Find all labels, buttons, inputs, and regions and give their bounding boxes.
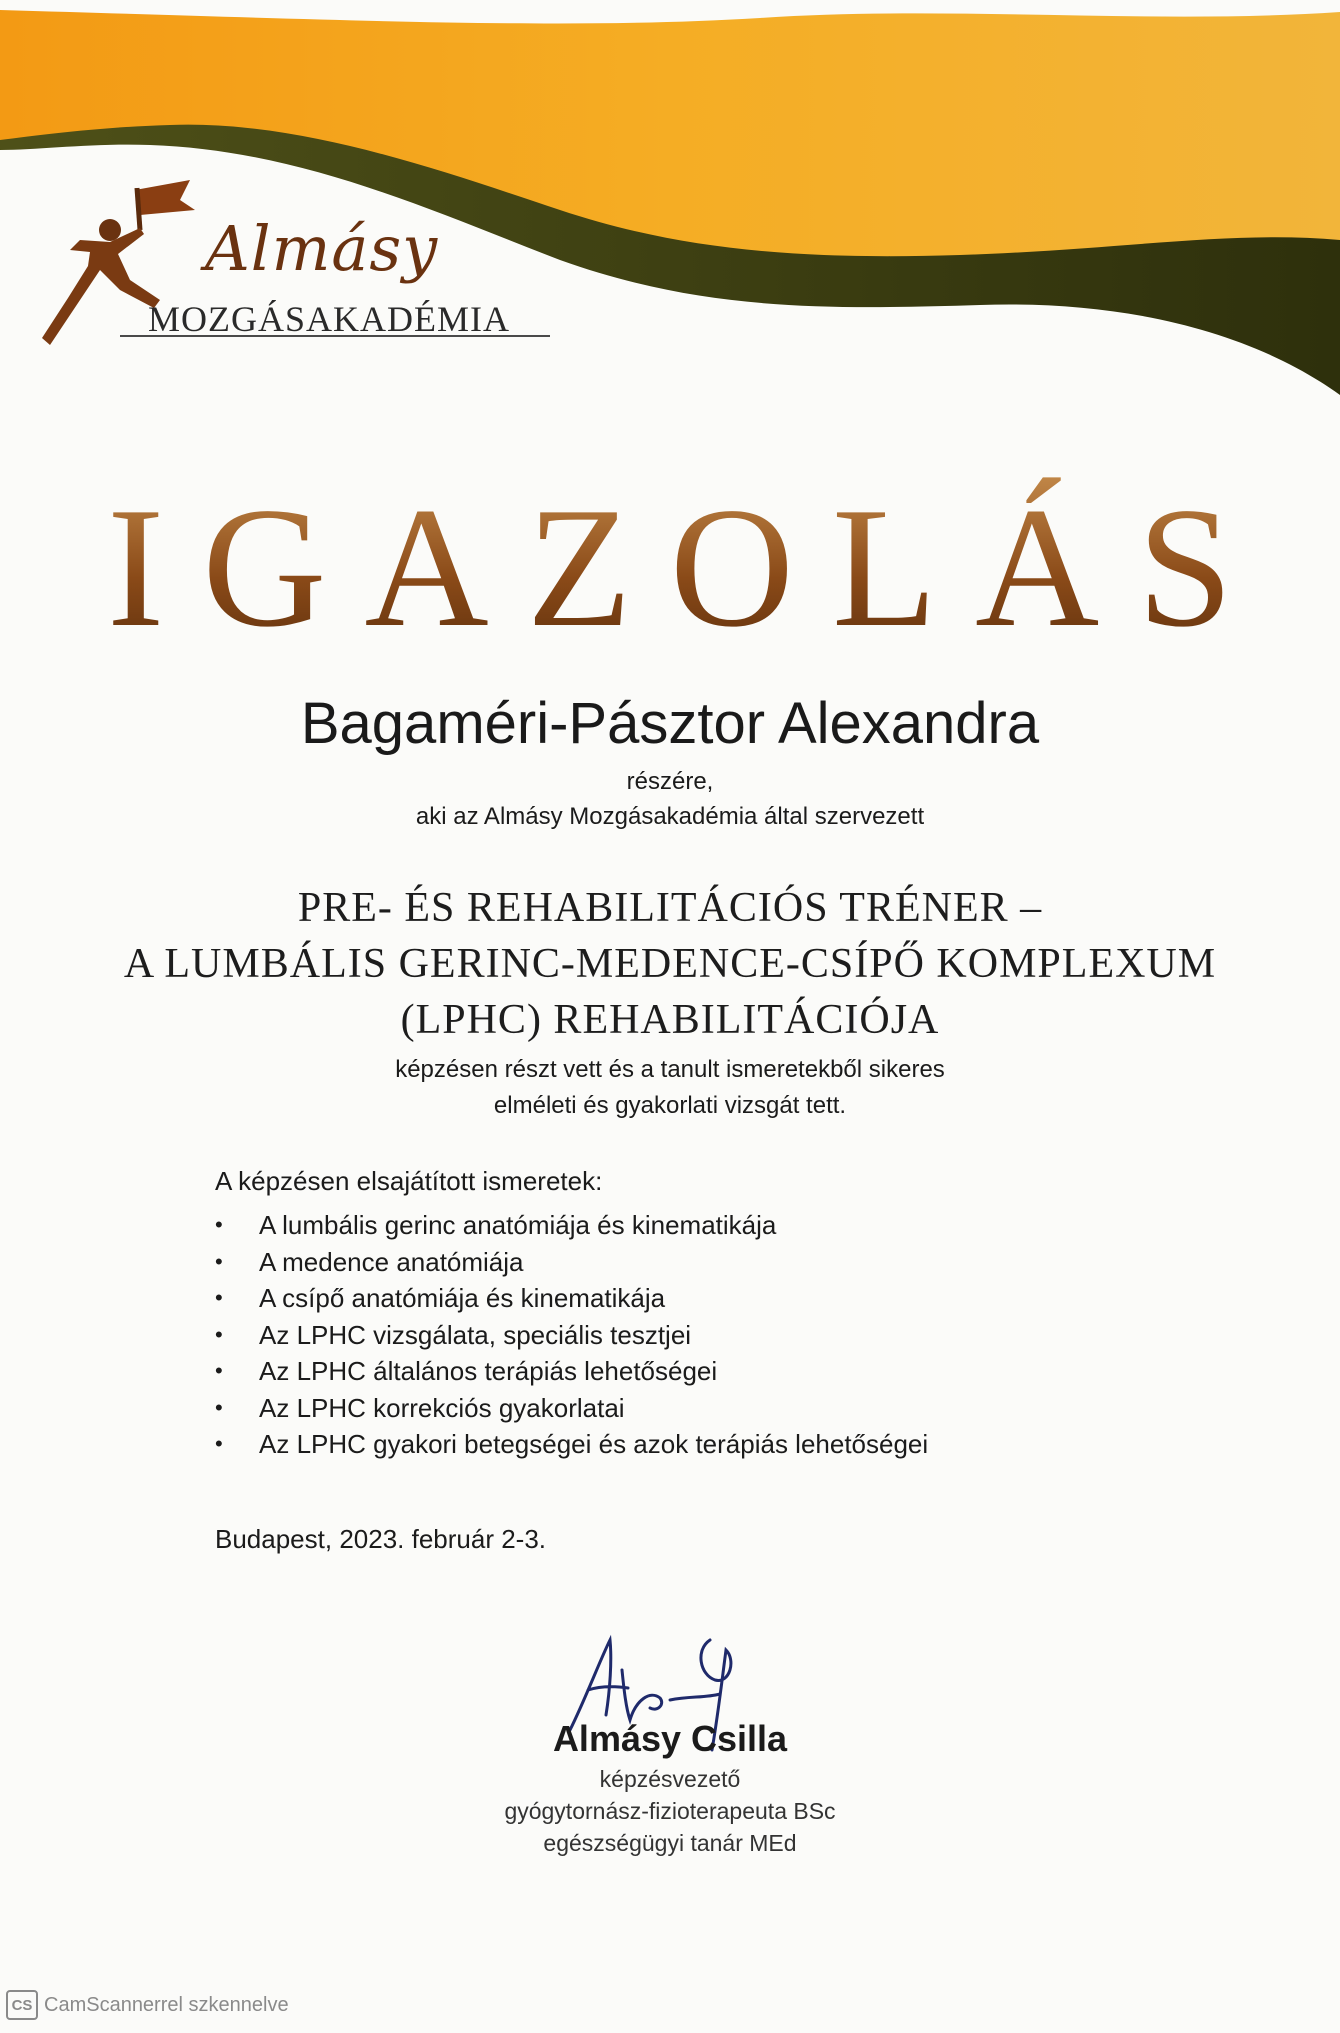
list-item: • A csípő anatómiája és kinematikája — [215, 1280, 928, 1317]
certificate-title: IGAZOLÁS — [0, 470, 1340, 667]
course-title-line: (LPHC) REHABILITÁCIÓJA — [400, 997, 940, 1043]
list-item: • Az LPHC korrekciós gyakorlatai — [215, 1390, 928, 1427]
list-item: • A lumbális gerinc anatómiája és kinematikája — [215, 1207, 928, 1244]
skills-heading: A képzésen elsajátított ismeretek: — [215, 1166, 603, 1196]
course-title-line: PRE- ÉS REHABILITÁCIÓS TRÉNER – — [297, 885, 1043, 931]
course-title — [0, 880, 1340, 1048]
signer-role: képzésvezető — [599, 1766, 741, 1792]
recipient-suffix: részére, — [626, 768, 714, 795]
academy-logo — [40, 170, 560, 350]
place-date: Budapest, 2023. február 2-3. — [215, 1524, 547, 1554]
list-item: • Az LPHC általános terápiás lehetőségei — [215, 1353, 928, 1390]
signer-degree: egészségügyi tanár MEd — [543, 1830, 797, 1856]
scanner-text: CamScannerrel szkennelve — [44, 1993, 289, 2016]
result-line-2: elméleti és gyakorlati vizsgát tett. — [493, 1092, 847, 1119]
logo-underline — [40, 170, 560, 350]
signer-qualification: gyógytornász-fizioterapeuta BSc — [504, 1798, 836, 1824]
skills-section — [215, 1166, 928, 1463]
skills-list — [215, 1207, 928, 1463]
logo-caps-text: MOZGÁSAKADÉMIA — [148, 299, 510, 339]
logo-script-text: Almásy — [205, 212, 439, 285]
camscanner-icon: CS — [6, 1990, 38, 2020]
list-item: • A medence anatómiája — [215, 1244, 928, 1281]
list-item: • Az LPHC gyakori betegségei és azok terápiás lehetőségei — [215, 1426, 928, 1463]
result-line-1: képzésen részt vett és a tanult ismeretekből sikeres — [395, 1056, 945, 1083]
signer-name: Almásy Csilla — [552, 1718, 788, 1759]
scanner-watermark — [6, 1990, 289, 2020]
recipient-name: Bagaméri-Pásztor Alexandra — [300, 691, 1040, 756]
organizer-line: aki az Almásy Mozgásakadémia által szervezett — [415, 803, 925, 830]
list-item: • Az LPHC vizsgálata, speciális tesztjei — [215, 1317, 928, 1354]
course-title-line: A LUMBÁLIS GERINC-MEDENCE-CSÍPŐ KOMPLEXUM — [123, 941, 1217, 987]
